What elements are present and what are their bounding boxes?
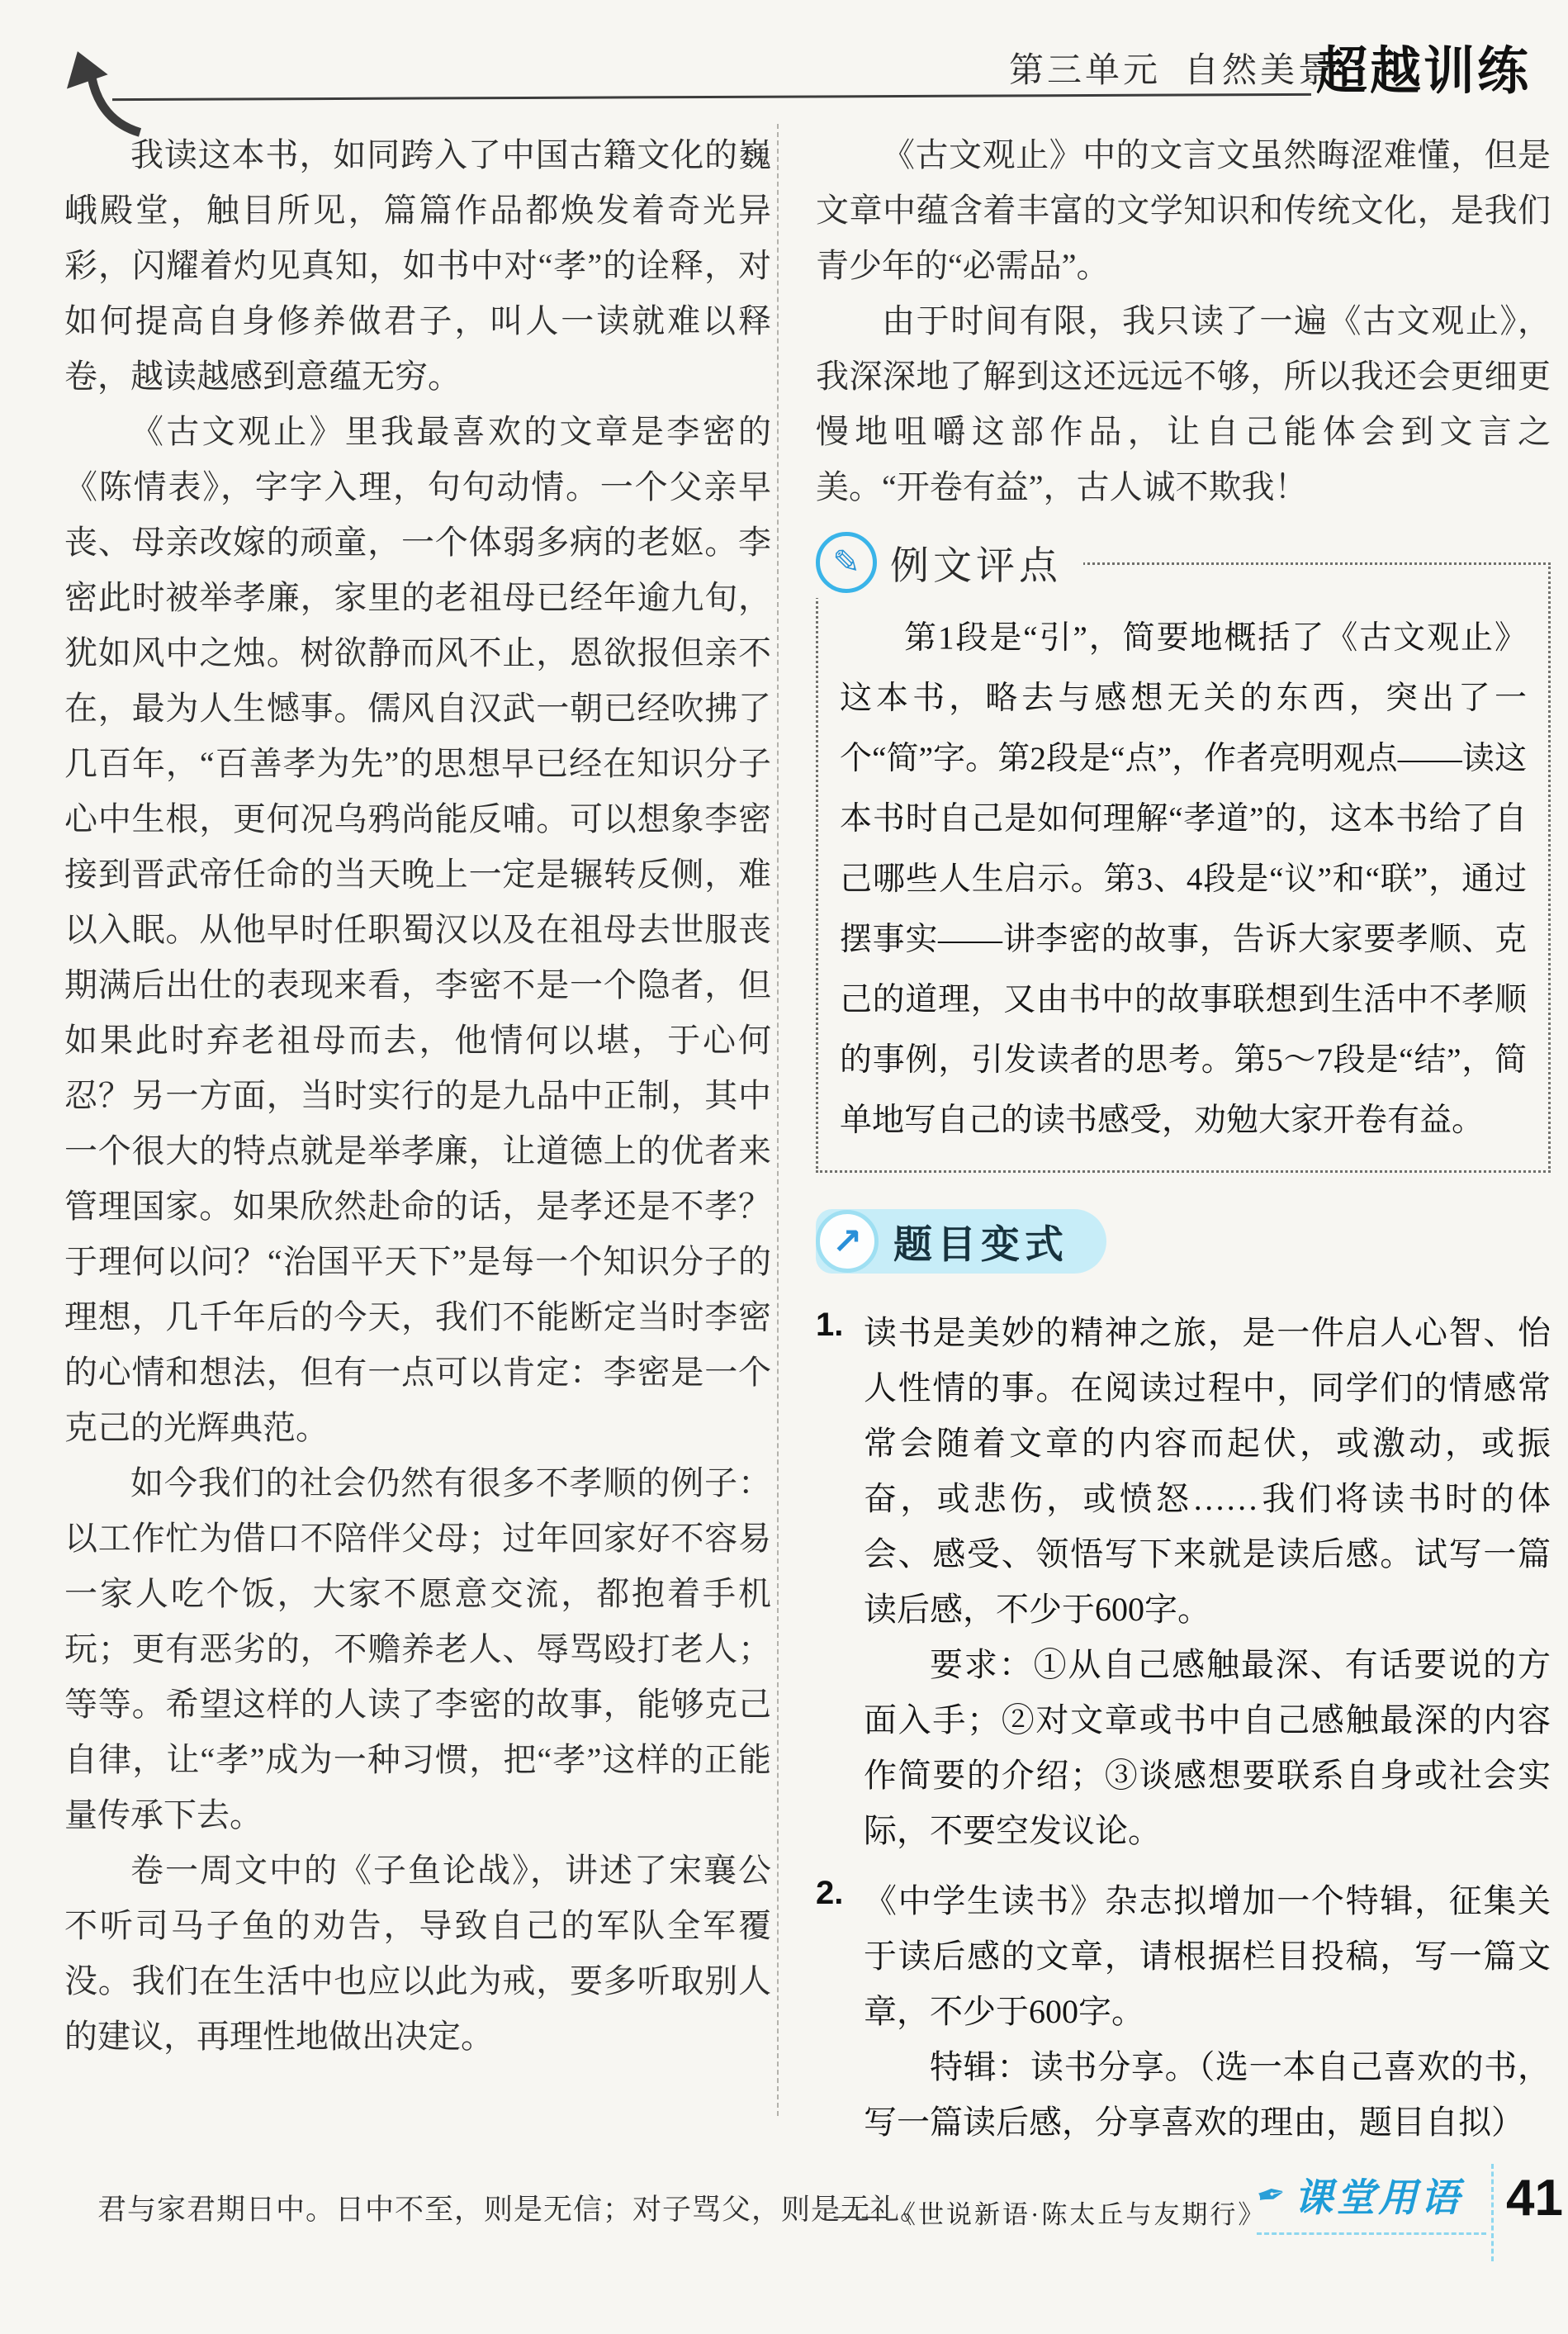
- brand-title: 超越训练: [1316, 43, 1532, 100]
- footer-quote: 君与家君期日中。日中不至，则是无信；对子骂父，则是无礼。: [97, 2194, 931, 2226]
- arrow-up-icon: ↗: [816, 1210, 879, 1273]
- page-number: 41: [1506, 2170, 1563, 2227]
- item-text: 读书是美妙的精神之旅，是一件启人心智、怡人性情的事。在阅读过程中，同学们的情感常常会随着文章的内容而起伏，或激动，或振奋，或悲伤，或愤怒……我们将读书时的体会、感受、领悟写下来就是读后感。试写一篇读后感，不少于600字。: [864, 1314, 1551, 1628]
- essay-paragraph-6: 由于时间有限，我只读了一遍《古文观止》，我深深地了解到这还远远不够，所以我还会更细更慢地咀嚼这部作品，让自己能体会到文言之美。“开卷有益”，古人诚不欺我！: [816, 302, 1551, 505]
- variation-badge: [816, 1209, 1106, 1274]
- essay-paragraph-1: 我读这本书，如同跨入了中国古籍文化的巍峨殿堂，触目所见，篇篇作品都焕发着奇光异彩，闪耀着灼见真知，如书中对“孝”的诠释，对如何提高自身修养做君子，叫人一读就难以释卷，越读越感到意蕴无穷。: [64, 136, 771, 395]
- classroom-stamp-label: 课堂用语: [1294, 2177, 1463, 2220]
- item-requirements: 要求：①从自己感触最深、有话要说的方面入手；②对文章或书中自己感触最深的内容作简要的介绍；③谈感想要联系自身或社会实际，不要空发议论。: [864, 1646, 1551, 1849]
- header-rule: [112, 93, 1311, 101]
- essay-paragraph-4: 卷一周文中的《子鱼论战》，讲述了宋襄公不听司马子鱼的劝告，导致自己的军队全军覆没。我们在生活中也应以此为戒，要多听取别人的建议，再理性地做出决定。: [64, 1852, 771, 2055]
- item-special-issue: 特辑：读书分享。（选一本自己喜欢的书，写一篇读后感，分享喜欢的理由，题目自拟）: [864, 2048, 1551, 2141]
- footer-source: ——《世说新语·陈太丘与友期行》: [834, 2200, 1267, 2229]
- header-unit: [1009, 43, 1336, 93]
- essay-paragraph-5: 《古文观止》中的文言文虽然晦涩难懂，但是文章中蕴含着丰富的文学知识和传统文化，是我们青少年的“必需品”。: [816, 136, 1551, 284]
- item-text: 《中学生读书》杂志拟增加一个特辑，征集关于读后感的文章，请根据栏目投稿，写一篇文章，不少于600字。: [864, 1882, 1551, 2030]
- unit-label: 第三单元: [1009, 50, 1162, 89]
- quill-icon: ✒: [1253, 2171, 1290, 2218]
- variation-item-1: [816, 1305, 1551, 1858]
- column-divider: [777, 124, 779, 2116]
- classroom-stamp: [1253, 2167, 1486, 2235]
- stamp-divider: [1491, 2164, 1494, 2261]
- essay-column-right: [816, 127, 1551, 2150]
- essay-column-left: [64, 127, 771, 2064]
- variation-item-2: [816, 1873, 1551, 2150]
- item-number: 1.: [816, 1307, 844, 1343]
- variation-title: 题目变式: [893, 1222, 1068, 1266]
- commentary-title: 例文评点: [890, 543, 1062, 587]
- commentary-body: 第1段是“引”，简要地概括了《古文观止》这本书，略去与感想无关的东西，突出了一个“简”字。第2段是“点”，作者亮明观点——读这本书时自己是如何理解“孝道”的，这本书给了自己哪些人生启示。第3、4段是“议”和“联”，通过摆事实——讲李密的故事，告诉大家要孝顺、克己的道理，又由书中的故事联想到生活中不孝顺的事例，引发读者的思考。第5～7段是“结”，简单地写自己的读书感受，劝勉大家开卷有益。: [840, 620, 1527, 1138]
- unit-topic: 自然美景: [1184, 50, 1337, 89]
- commentary-header: [816, 532, 1083, 598]
- commentary-box: [816, 543, 1551, 1173]
- pen-circle-icon: ✎: [816, 532, 877, 593]
- essay-paragraph-2: 《古文观止》里我最喜欢的文章是李密的《陈情表》，字字入理，句句动情。一个父亲早丧、母亲改嫁的顽童，一个体弱多病的老妪。李密此时被举孝廉，家里的老祖母已经年逾九旬，犹如风中之烛。树欲静而风不止，恩欲报但亲不在，最为人生憾事。儒风自汉武一朝已经吹拂了几百年，“百善孝为先”的思想早已经在知识分子心中生根，更何况乌鸦尚能反哺。可以想象李密接到晋武帝任命的当天晚上一定是辗转反侧，难以入眠。从他早时任职蜀汉以及在祖母去世服丧期满后出仕的表现来看，李密不是一个隐者，但如果此时弃老祖母而去，他情何以堪，于心何忍？另一方面，当时实行的是九品中正制，其中一个很大的特点就是举孝廉，让道德上的优者来管理国家。如果欣然赴命的话，是孝还是不孝？于理何以问？“治国平天下”是每一个知识分子的理想，几千年后的今天，我们不能断定当时李密的心情和想法，但有一点可以肯定：李密是一个克己的光辉典范。: [64, 413, 771, 1446]
- item-number: 2.: [816, 1875, 844, 1911]
- essay-paragraph-3: 如今我们的社会仍然有很多不孝顺的例子：以工作忙为借口不陪伴父母；过年回家好不容易一家人吃个饭，大家不愿意交流，都抱着手机玩；更有恶劣的，不赡养老人、辱骂殴打老人；等等。希望这样的人读了李密的故事，能够克己自律，让“孝”成为一种习惯，把“孝”这样的正能量传承下去。: [64, 1464, 771, 1834]
